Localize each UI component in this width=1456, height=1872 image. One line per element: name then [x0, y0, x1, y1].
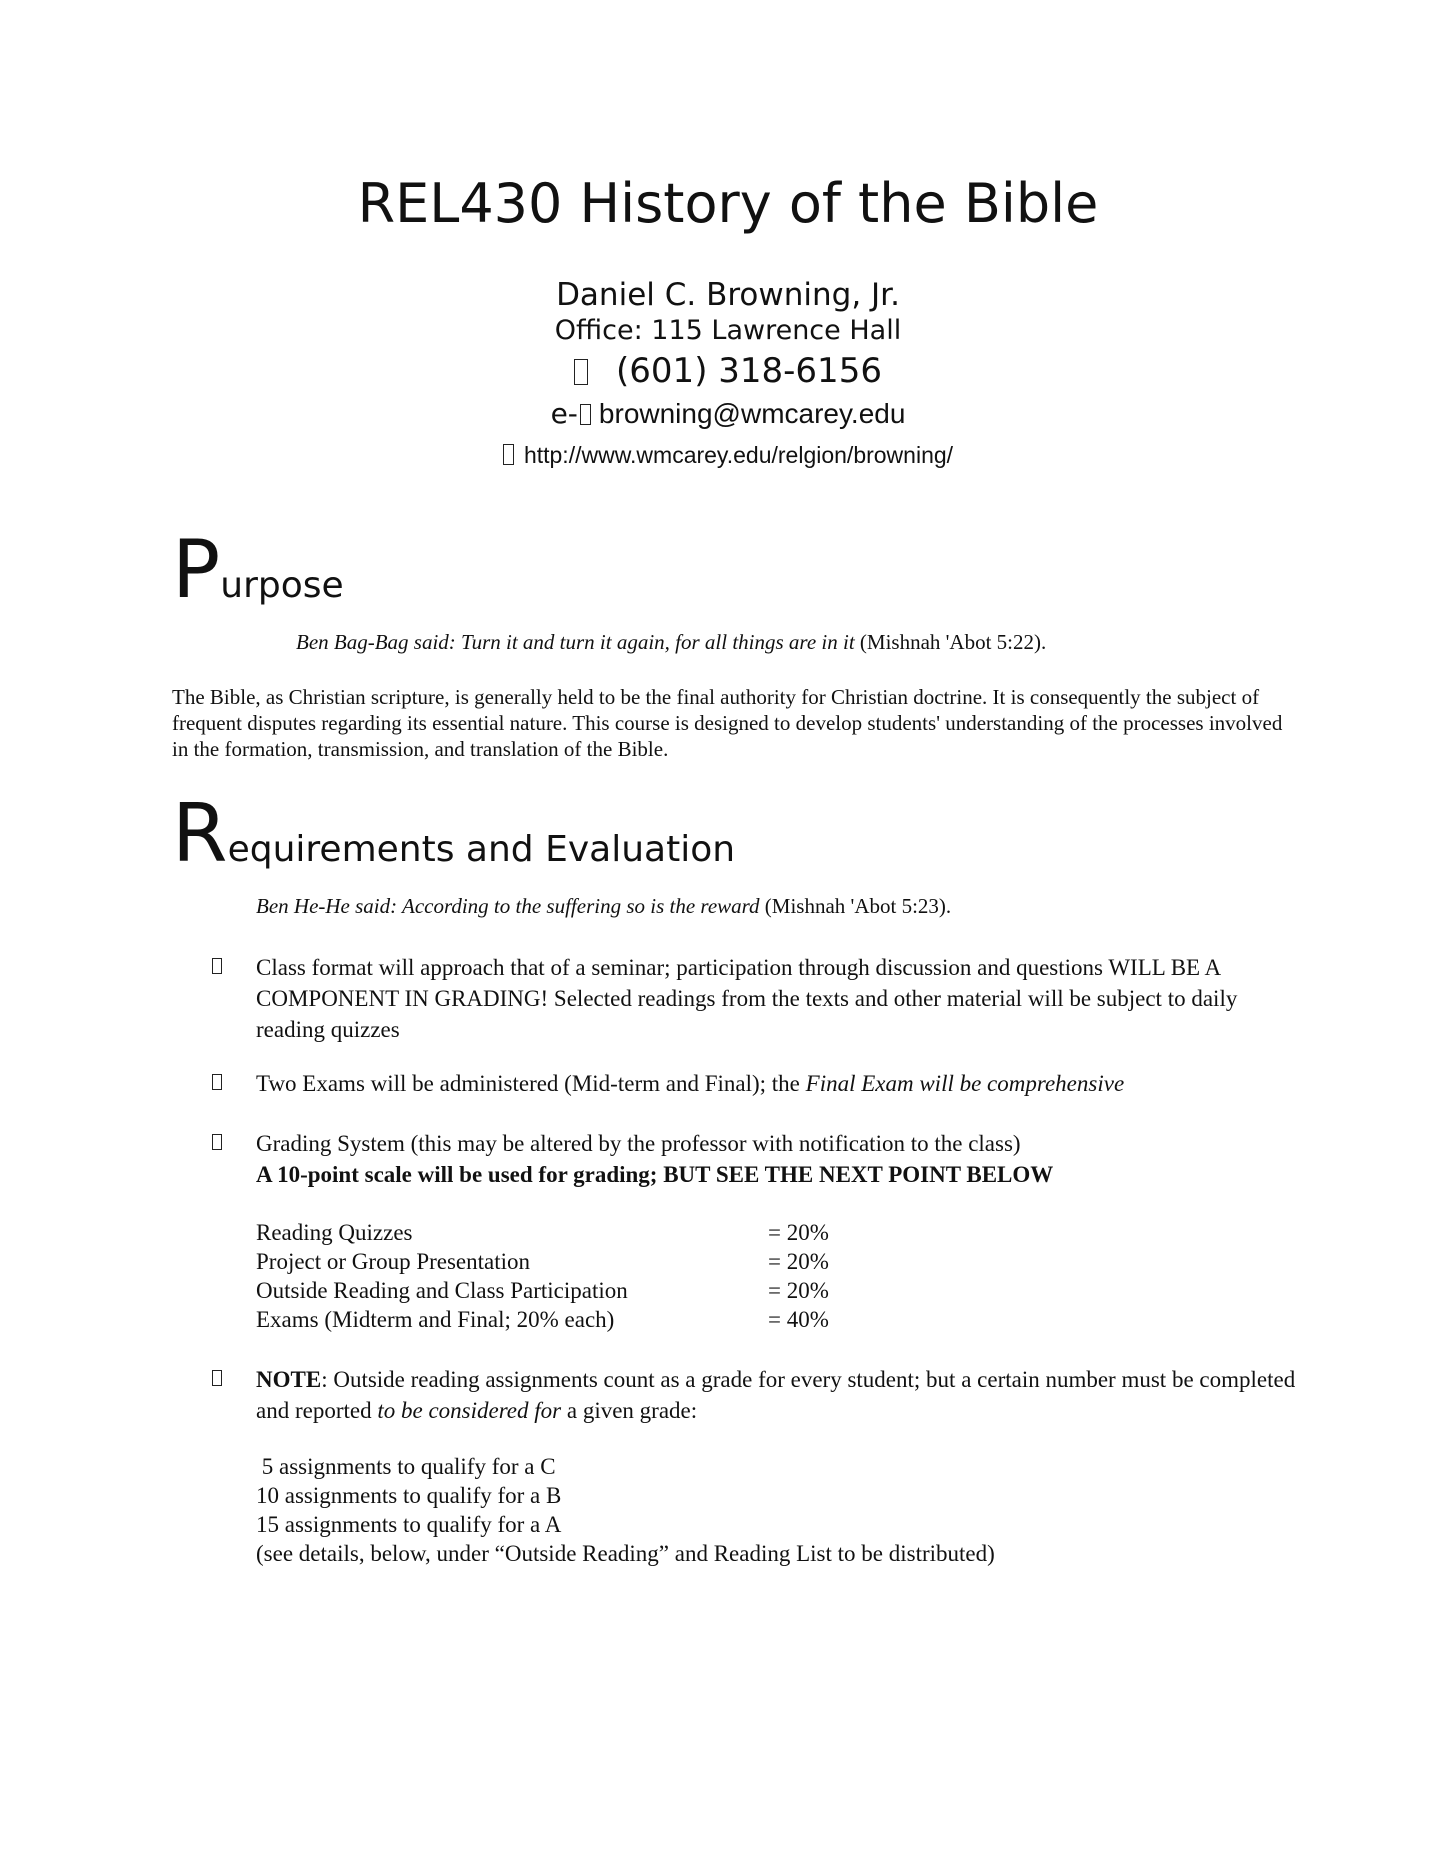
purpose-epigraph [296, 628, 1046, 656]
purpose-epigraph-source: (Mishnah 'Abot 5:22). [859, 630, 1047, 654]
note-emphasis: to be considered for [377, 1398, 562, 1423]
grading-system-note: Grading System (this may be altered by the professor with notification to the class) [256, 1131, 1021, 1156]
office-location: Office: 115 Lawrence Hall [554, 315, 902, 346]
list-item: 15 assignments to qualify for a A [256, 1512, 562, 1537]
grade-label: Exams (Midterm and Final; 20% each) [256, 1307, 615, 1332]
purpose-body: The Bible, as Christian scripture, is generally held to be the final authority for Christian doctrine. It is consequently the subject of frequent disputes regarding its essential nature. This course is designed to develop students' understanding of the processes involved in the formation, transmission, and translation of the Bible. [172, 685, 1283, 761]
instructor-name: Daniel C. Browning, Jr. [556, 277, 900, 313]
requirements-epigraph-source: (Mishnah 'Abot 5:23). [764, 894, 952, 918]
bullet-icon [212, 1370, 222, 1386]
note-text-end: a given grade: [561, 1398, 698, 1423]
bullet-grading-system [256, 1128, 1306, 1190]
bullet-exams [256, 1068, 1306, 1099]
note-text: : Outside reading assignments count as a grade for every student; but a certain number must be completed and reported [256, 1367, 1296, 1423]
web-icon [503, 444, 514, 465]
grade-value: = 20% [768, 1249, 829, 1274]
grade-label: Outside Reading and Class Participation [256, 1278, 628, 1303]
assignment-thresholds [256, 1452, 995, 1568]
purpose-heading-rest: urpose [220, 565, 344, 606]
bullet-note [256, 1364, 1306, 1426]
requirements-heading-rest: equirements and Evaluation [227, 829, 736, 870]
grade-value: = 20% [768, 1278, 829, 1303]
requirements-heading [172, 787, 736, 880]
grade-label: Reading Quizzes [256, 1220, 413, 1245]
purpose-heading-initial: P [172, 523, 221, 616]
phone-number: (601) 318-6156 [616, 351, 882, 391]
requirements-epigraph [256, 892, 951, 920]
grade-value: = 20% [768, 1220, 829, 1245]
requirements-epigraph-quote: Ben He-He said: According to the suffering so is the reward [256, 894, 760, 918]
email-line [0, 396, 1456, 433]
website-line [0, 440, 1456, 470]
bullet-icon [212, 958, 222, 974]
purpose-heading [172, 523, 344, 616]
mail-icon [580, 404, 591, 425]
purpose-epigraph-quote: Ben Bag-Bag said: Turn it and turn it again, for all things are in it [296, 630, 855, 654]
bullet-exams-emphasis: Final Exam will be comprehensive [805, 1071, 1125, 1096]
website-url[interactable]: http://www.wmcarey.edu/relgion/browning/ [523, 442, 954, 468]
list-item: (see details, below, under “Outside Reading” and Reading List to be distributed) [256, 1541, 995, 1566]
email-prefix: e- [550, 397, 578, 430]
bullet-icon [212, 1134, 222, 1150]
note-label: NOTE [256, 1367, 322, 1392]
page-title: REL430 History of the Bible [357, 172, 1099, 235]
grade-label: Project or Group Presentation [256, 1249, 531, 1274]
bullet-class-format: Class format will approach that of a seminar; participation through discussion and questions WILL BE A COMPONENT IN GRADING! Selected readings from the texts and other material will be subject to daily reading quizzes [256, 955, 1238, 1042]
email-address[interactable]: browning@wmcarey.edu [598, 398, 906, 429]
requirements-heading-initial: R [172, 787, 228, 880]
phone-line [0, 350, 1456, 392]
grade-value: = 40% [768, 1307, 829, 1332]
list-item: 5 assignments to qualify for a C [256, 1454, 556, 1479]
grading-scale-note: A 10-point scale will be used for grading; BUT SEE THE NEXT POINT BELOW [256, 1162, 1054, 1187]
phone-icon [574, 359, 588, 385]
bullet-icon [212, 1074, 222, 1090]
bullet-exams-text: Two Exams will be administered (Mid-term and Final); the [256, 1071, 806, 1096]
list-item: 10 assignments to qualify for a B [256, 1483, 562, 1508]
